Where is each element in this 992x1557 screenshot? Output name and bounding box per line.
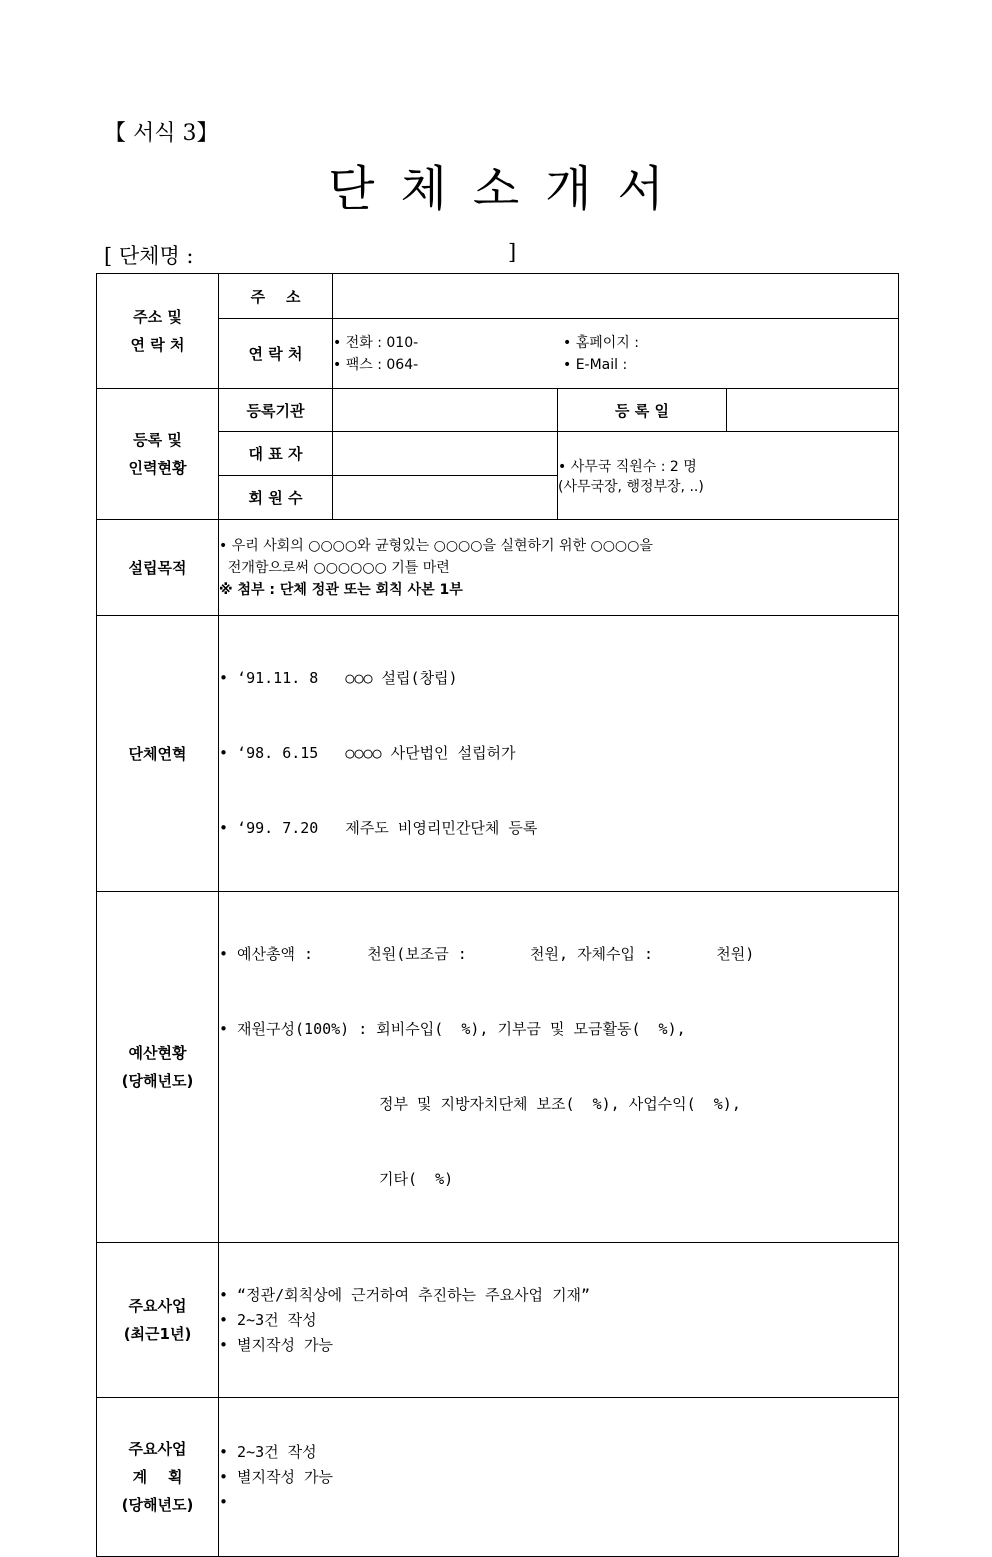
purpose-line: 전개함으로써 ○○○○○○ 기틀 마련 (219, 559, 450, 576)
budget-content[interactable] (219, 892, 899, 1243)
phone-field: • 전화 : 010- (333, 334, 419, 351)
staff-info[interactable] (558, 432, 899, 520)
planned-projects-header (97, 1398, 219, 1557)
address-section-header (97, 274, 219, 389)
representative-value[interactable] (333, 432, 558, 476)
recent-project-item: • 2~3건 작성 (219, 1310, 317, 1329)
representative-label: 대 표 자 (219, 432, 333, 476)
address-value[interactable] (333, 274, 899, 319)
homepage-field: • 홈페이지 : (563, 334, 639, 351)
budget-composition: 기타( %) (379, 1170, 454, 1188)
address-label: 주 소 (219, 274, 333, 319)
registration-date-label: 등 록 일 (558, 389, 727, 432)
planned-projects-content[interactable] (219, 1398, 899, 1557)
org-name-label: [ 단체명 : (104, 244, 194, 268)
staff-count: • 사무국 직원수 : 2 명 (558, 458, 697, 475)
header-line: 등록 및 (133, 431, 182, 449)
budget-composition: • 재원구성(100%) : 회비수입( %), 기부금 및 모금활동( %), (219, 1020, 686, 1038)
form-label: 【 서식 3】 (104, 121, 219, 146)
recent-projects-content[interactable] (219, 1243, 899, 1398)
header-line: 주요사업 (128, 1440, 187, 1458)
recent-project-item: • 별지작성 가능 (219, 1335, 334, 1354)
header-line: (당해년도) (121, 1072, 194, 1090)
header-line: (당해년도) (121, 1496, 194, 1514)
page-title: 단체소개서 (328, 161, 690, 217)
agency-label: 등록기관 (219, 389, 333, 432)
header-line: 주요사업 (128, 1297, 187, 1315)
org-name-close: ] (508, 240, 517, 264)
planned-project-item: • 별지작성 가능 (219, 1467, 334, 1486)
recent-project-item: • “정관/회칙상에 근거하여 추진하는 주요사업 기재” (219, 1285, 591, 1304)
members-label: 회 원 수 (219, 476, 333, 520)
budget-total: • 예산총액 : 천원(보조금 : 천원, 자체수입 : 천원) (219, 945, 755, 963)
history-item: • ‘91.11. 8 ○○○ 설립(창립) (219, 669, 458, 687)
header-line: (최근1년) (123, 1325, 192, 1343)
header-line: 예산현황 (128, 1044, 187, 1062)
header-line: 계 획 (132, 1468, 183, 1486)
org-intro-table (96, 273, 899, 1557)
contact-label: 연 락 처 (219, 319, 333, 389)
purpose-line: • 우리 사회의 ○○○○와 균형있는 ○○○○을 실현하기 위한 ○○○○을 (219, 537, 653, 554)
attachment-note: ※ 첨부 : 단체 정관 또는 회칙 사본 1부 (219, 581, 463, 598)
fax-field: • 팩스 : 064- (333, 356, 419, 373)
header-line: 주소 및 (133, 308, 182, 326)
budget-section-header (97, 892, 219, 1243)
purpose-content[interactable] (219, 520, 899, 616)
planned-project-item: • 2~3건 작성 (219, 1442, 317, 1461)
history-item: • ‘99. 7.20 제주도 비영리민간단체 등록 (219, 819, 538, 837)
staff-roles: (사무국장, 행정부장, ..) (558, 478, 704, 495)
header-line: 인력현황 (128, 459, 187, 477)
budget-composition: 정부 및 지방자치단체 보조( %), 사업수익( %), (379, 1095, 741, 1113)
agency-value[interactable] (333, 389, 558, 432)
header-line: 연 락 처 (130, 336, 185, 354)
registration-date-value[interactable] (727, 389, 899, 432)
planned-project-item: • (219, 1492, 229, 1511)
registration-section-header (97, 389, 219, 520)
history-section-header: 단체연혁 (97, 616, 219, 892)
history-item: • ‘98. 6.15 ○○○○ 사단법인 설립허가 (219, 744, 516, 762)
org-name-line (104, 240, 524, 270)
recent-projects-header (97, 1243, 219, 1398)
purpose-section-header: 설립목적 (97, 520, 219, 616)
email-field: • E-Mail : (563, 356, 628, 373)
contact-value[interactable] (333, 319, 899, 389)
history-content[interactable] (219, 616, 899, 892)
members-value[interactable] (333, 476, 558, 520)
